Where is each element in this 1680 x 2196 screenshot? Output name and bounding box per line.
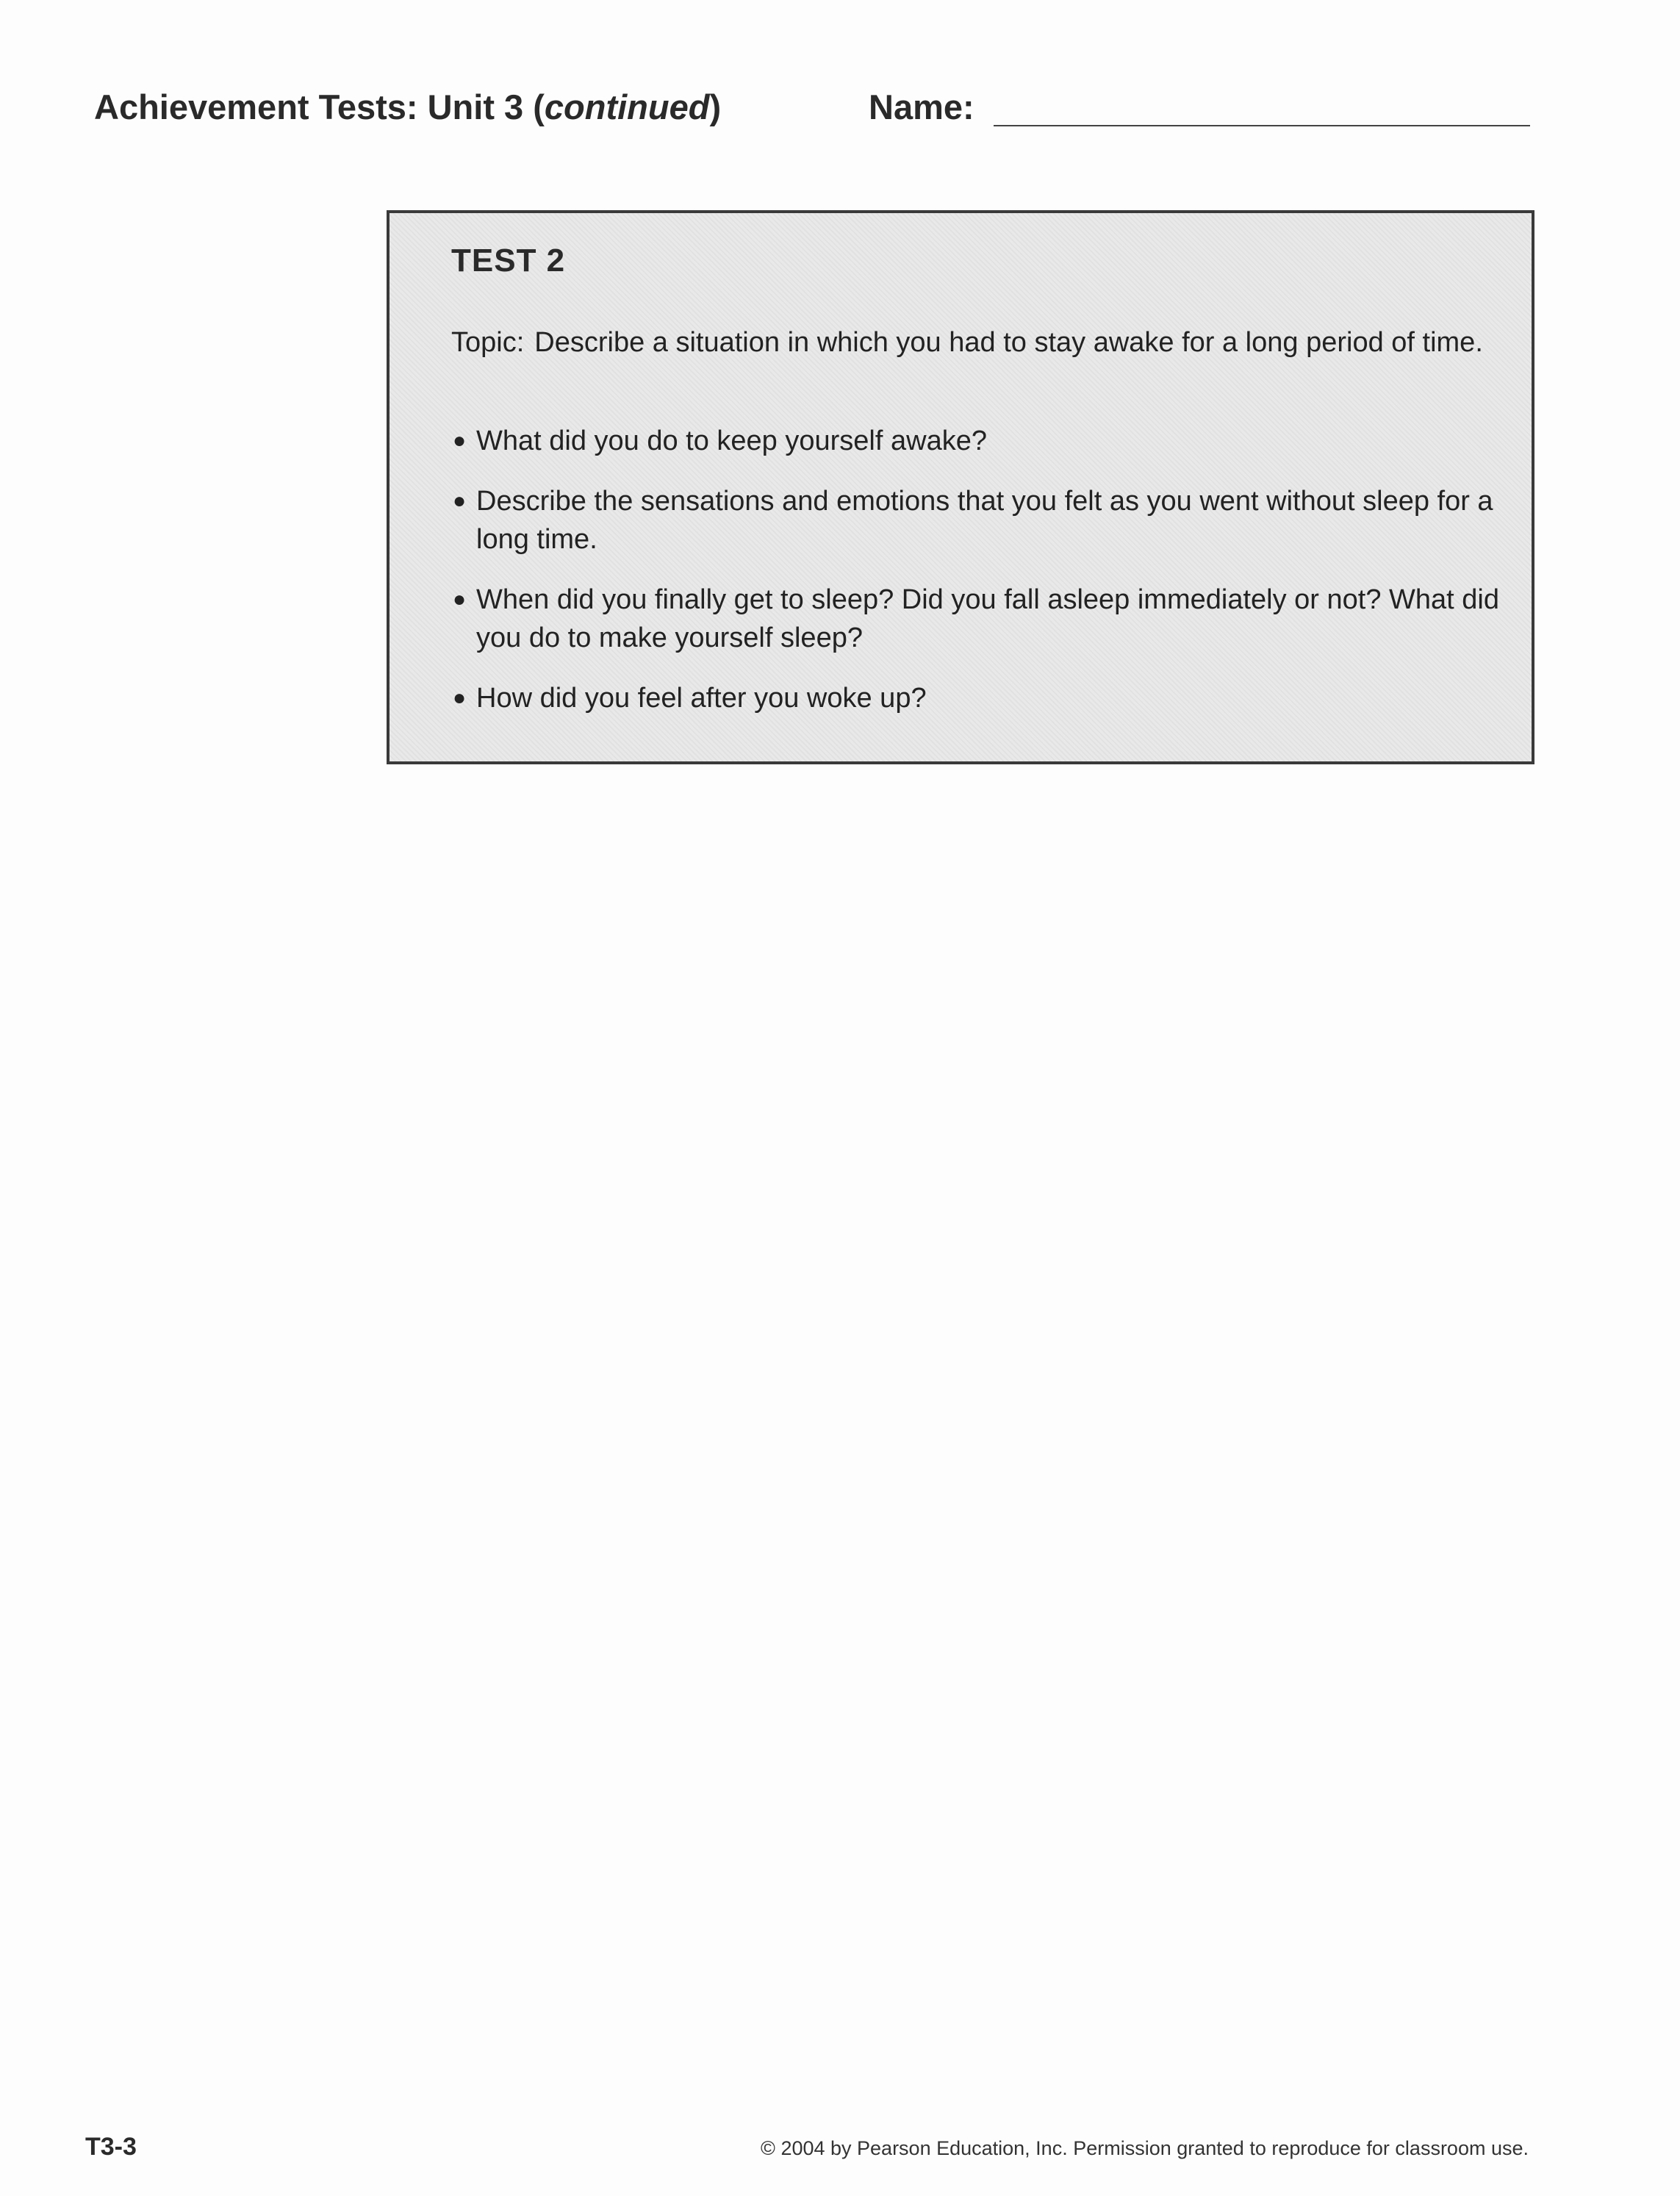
- bullet-icon: ●: [453, 686, 467, 710]
- list-item: [451, 581, 1510, 657]
- list-item: [451, 679, 1510, 717]
- bullet-icon: ●: [453, 587, 467, 611]
- page-header-title: [94, 87, 721, 127]
- header-title-italic: continued: [544, 87, 710, 126]
- topic-label: Topic:: [451, 327, 525, 358]
- question-text: How did you feel after you woke up?: [476, 683, 927, 714]
- test-title: TEST 2: [451, 243, 566, 279]
- header-title-main: Achievement Tests: Unit 3 (: [94, 87, 545, 126]
- copyright-notice: © 2004 by Pearson Education, Inc. Permission granted to reproduce for classroom use.: [761, 2137, 1529, 2159]
- page-number: T3-3: [85, 2133, 137, 2161]
- question-list: [451, 422, 1510, 739]
- name-field-line[interactable]: [994, 125, 1530, 126]
- question-text: What did you do to keep yourself awake?: [476, 426, 987, 456]
- topic-paragraph: [451, 323, 1502, 362]
- bullet-icon: ●: [453, 489, 467, 513]
- header-title-close: ): [709, 87, 722, 126]
- test-box: [387, 210, 1534, 764]
- question-text: Describe the sensations and emotions that you felt as you went without sleep for a long time.: [476, 486, 1493, 555]
- name-label: Name:: [869, 87, 974, 126]
- topic-text: Describe a situation in which you had to stay awake for a long period of time.: [534, 327, 1483, 358]
- list-item: [451, 422, 1510, 460]
- question-text: When did you finally get to sleep? Did you fall asleep immediately or not? What did you do to make yourself sleep?: [476, 584, 1499, 653]
- bullet-icon: ●: [453, 428, 467, 453]
- list-item: [451, 482, 1510, 559]
